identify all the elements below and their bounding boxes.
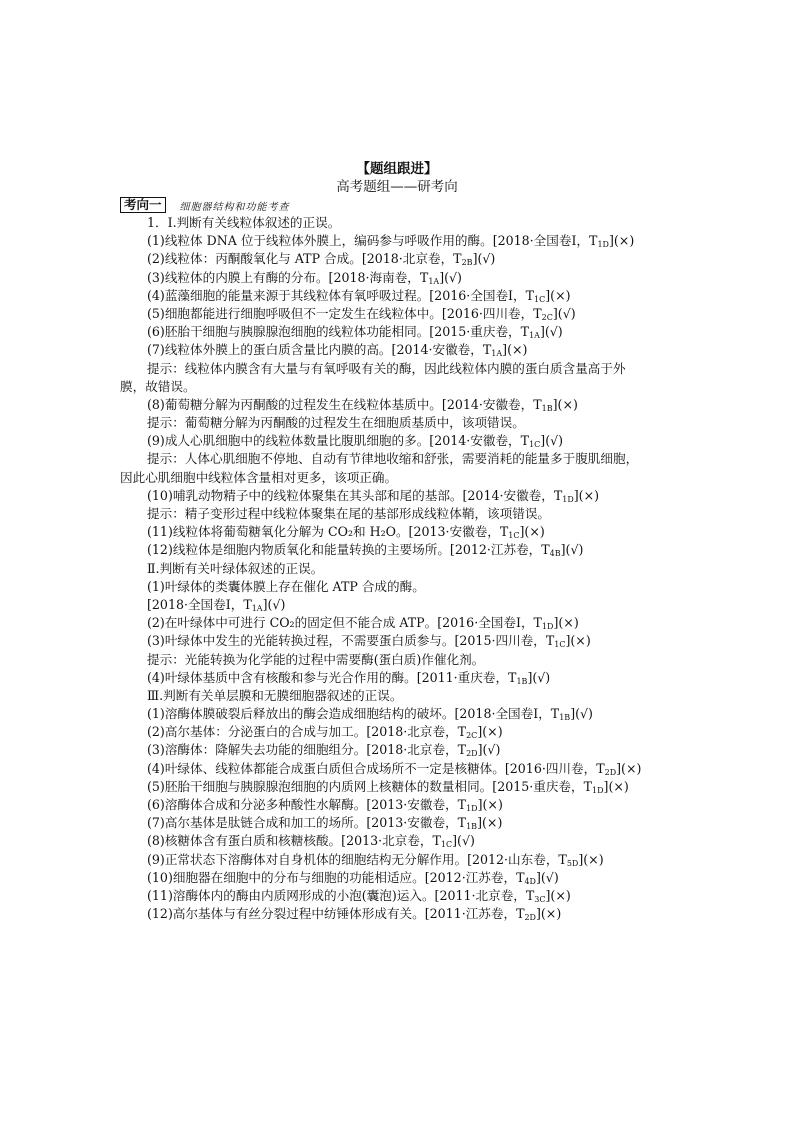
answer-mark: ](√) bbox=[540, 433, 564, 449]
text-line bbox=[120, 414, 680, 432]
text-line bbox=[120, 287, 680, 305]
text-line bbox=[120, 705, 680, 723]
text-line bbox=[120, 250, 680, 268]
text-line bbox=[120, 560, 680, 578]
answer-mark: ](×) bbox=[553, 615, 579, 631]
line-text: 膜，故错误。 bbox=[120, 378, 196, 394]
line-text: (7)高尔基体是肽链合成和加工的场所。[2013·安徽卷，T bbox=[147, 815, 467, 831]
citation-subscript: 2D bbox=[604, 767, 617, 777]
line-text: (10)哺乳动物精子中的线粒体聚集在其头部和尾的基部。[2014·安徽卷，T bbox=[147, 487, 563, 503]
answer-mark: ](√) bbox=[560, 542, 584, 558]
answer-mark: ](×) bbox=[545, 887, 571, 903]
citation-subscript: 3C bbox=[534, 894, 546, 904]
answer-mark: ](√) bbox=[535, 869, 559, 885]
line-text: (3)线粒体的内膜上有酶的分布。[2018·海南卷，T bbox=[147, 269, 429, 285]
citation-subscript: 1A bbox=[529, 331, 540, 341]
text-line bbox=[120, 887, 680, 905]
line-text: (8)葡萄糖分解为丙酮酸的过程发生在线粒体基质中。[2014·安徽卷，T bbox=[147, 396, 542, 412]
citation-subscript: 1D bbox=[562, 494, 574, 504]
text-line bbox=[120, 269, 680, 287]
text-line bbox=[120, 450, 680, 468]
text-line bbox=[120, 487, 680, 505]
answer-mark: ](√) bbox=[439, 269, 462, 285]
citation-subscript: 1A bbox=[491, 349, 503, 359]
line-text: (5)胚胎干细胞与胰腺腺泡细胞的内质网上核糖体的数量相同。[2015·重庆卷，T bbox=[147, 778, 593, 794]
answer-mark: ](×) bbox=[535, 906, 562, 922]
line-text: Ⅱ.判断有关叶绿体叙述的正误。 bbox=[147, 560, 324, 576]
line-text: (8)核糖体含有蛋白质和核糖核酸。[2013·北京卷，T bbox=[147, 833, 441, 849]
citation-subscript: 2C bbox=[541, 312, 553, 322]
line-text: (3)叶绿体中发生的光能转换过程，不需要蛋白质参与。[2015·四川卷，T bbox=[147, 633, 555, 649]
line-text: (4)叶绿体、线粒体都能合成蛋白质但合成场所不一定是核糖体。[2016·四川卷，T bbox=[147, 760, 605, 776]
line-text: (1)溶酶体膜破裂后释放出的酶会造成细胞结构的破坏。[2018·全国卷Ⅰ，T bbox=[147, 706, 560, 722]
text-line bbox=[120, 578, 680, 596]
text-line bbox=[120, 814, 680, 832]
citation-subscript: 1C bbox=[508, 531, 520, 541]
text-line bbox=[120, 523, 680, 541]
text-line bbox=[120, 723, 680, 741]
text-line bbox=[120, 323, 680, 341]
line-text: (4)叶绿体基质中含有核酸和参与光合作用的酶。[2011·重庆卷，T bbox=[147, 669, 517, 685]
text-line bbox=[120, 396, 680, 414]
line-text: (12)线粒体是细胞内物质氧化和能量转换的主要场所。[2012·江苏卷，T bbox=[147, 542, 550, 558]
text-line bbox=[120, 869, 680, 887]
text-line bbox=[120, 305, 680, 323]
kaoxiang-label: 考向一 bbox=[120, 197, 166, 213]
answer-mark: ](√) bbox=[262, 596, 286, 612]
answer-mark: ](√) bbox=[452, 833, 475, 849]
line-text: (9)成人心肌细胞中的线粒体数量比腹肌细胞的多。[2014·安徽卷，T bbox=[147, 433, 530, 449]
line-text: (4)蓝藻细胞的能量来源于其线粒体有氧呼吸过程。[2016·全国卷Ⅰ，T bbox=[147, 287, 535, 303]
line-text: (12)高尔基体与有丝分裂过程中纺锤体形成有关。[2011·江苏卷，T bbox=[147, 906, 525, 922]
answer-mark: ](×) bbox=[545, 287, 571, 303]
answer-mark: ](×) bbox=[616, 760, 642, 776]
line-text: (1)叶绿体的类囊体膜上存在催化 ATP 合成的酶。 bbox=[147, 578, 425, 594]
citation-subscript: 1B bbox=[466, 822, 478, 832]
answer-mark: ](×) bbox=[477, 797, 503, 812]
citation-subscript: 4B bbox=[549, 549, 561, 559]
answer-mark: ](×) bbox=[573, 487, 600, 503]
kaoxiang-heading bbox=[120, 196, 290, 214]
citation-subscript: 1B bbox=[541, 403, 553, 413]
citation-subscript: 1A bbox=[428, 276, 440, 286]
text-line bbox=[120, 669, 680, 687]
citation-subscript: 4D bbox=[524, 876, 536, 886]
line-text: 提示：葡萄糖分解为丙酮酸的过程发生在细胞质基质中，该项错误。 bbox=[147, 415, 525, 431]
kaoxiang-title: 细胞器结构和功能考查 bbox=[179, 201, 290, 213]
section-title: 【题组跟进】 bbox=[356, 161, 438, 177]
citation-subscript: 2D bbox=[466, 749, 478, 759]
answer-mark: ](×) bbox=[502, 342, 528, 358]
line-text: (11)溶酶体内的酶由内质网形成的小泡(囊泡)运入。[2011·北京卷，T bbox=[147, 887, 535, 903]
citation-subscript: 1A bbox=[251, 603, 263, 613]
line-text: (6)胚胎干细胞与胰腺腺泡细胞的线粒体功能相同。[2015·重庆卷，T bbox=[147, 324, 530, 340]
citation-subscript: 2D bbox=[524, 913, 536, 923]
text-line bbox=[120, 541, 680, 559]
line-text: (9)正常状态下溶酶体对自身机体的细胞结构无分解作用。[2012·山东卷，T bbox=[147, 851, 567, 867]
answer-mark: ](×) bbox=[477, 724, 503, 740]
line-text: 提示：精子变形过程中线粒体聚集在尾的基部形成线粒体鞘，该项错误。 bbox=[147, 506, 550, 521]
citation-subscript: 1D bbox=[466, 804, 478, 813]
citation-subscript: 2C bbox=[466, 731, 478, 741]
answer-mark: ](√) bbox=[539, 324, 563, 340]
line-text: (7)线粒体外膜上的蛋白质含量比内膜的高。[2014·安徽卷，T bbox=[147, 342, 492, 358]
question-list bbox=[120, 214, 680, 923]
text-line bbox=[120, 796, 680, 814]
line-text: (6)溶酶体合成和分泌多种酸性水解酶。[2013·安徽卷，T bbox=[147, 797, 467, 812]
text-line bbox=[120, 360, 680, 378]
line-text: 提示：光能转换为化学能的过程中需要酶(蛋白质)作催化剂。 bbox=[147, 651, 485, 667]
answer-mark: ](√) bbox=[477, 742, 501, 758]
citation-subscript: 1D bbox=[592, 785, 604, 795]
text-line bbox=[120, 905, 680, 923]
citation-subscript: 1B bbox=[516, 676, 528, 686]
line-text: Ⅲ.判断有关单层膜和无膜细胞器叙述的正误。 bbox=[147, 687, 403, 703]
citation-subscript: 5D bbox=[566, 858, 579, 868]
section-subtitle: 高考题组——研考向 bbox=[336, 179, 458, 195]
citation-subscript: 1C bbox=[440, 840, 453, 850]
line-text: 因此心肌细胞中线粒体含量相对更多，该项正确。 bbox=[120, 469, 398, 485]
text-line bbox=[120, 469, 680, 487]
text-line bbox=[120, 778, 680, 796]
line-text: 提示：人体心肌细胞不停地、自动有节律地收缩和舒张，需要消耗的能量多于腹肌细胞， bbox=[147, 451, 639, 467]
line-text: (2)在叶绿体中可进行 CO₂的固定但不能合成 ATP。[2016·全国卷Ⅰ，T bbox=[147, 615, 542, 631]
citation-subscript: 1D bbox=[541, 622, 554, 632]
text-line bbox=[120, 651, 680, 669]
answer-mark: ](√) bbox=[527, 669, 551, 685]
line-text: (2)高尔基体：分泌蛋白的合成与加工。[2018·北京卷，T bbox=[147, 724, 467, 740]
text-line bbox=[120, 614, 680, 632]
text-line bbox=[120, 505, 680, 523]
citation-subscript: 2B bbox=[461, 258, 473, 268]
citation-subscript: 1C bbox=[554, 640, 566, 650]
line-text: (10)细胞器在细胞中的分布与细胞的功能相适应。[2012·江苏卷，T bbox=[147, 869, 525, 885]
line-text: 1．Ⅰ.判断有关线粒体叙述的正误。 bbox=[147, 215, 341, 230]
text-line bbox=[120, 832, 680, 850]
line-text: 提示：线粒体内膜含有大量与有氧呼吸有关的酶，因此线粒体内膜的蛋白质含量高于外 bbox=[147, 360, 626, 376]
citation-subscript: 1C bbox=[534, 294, 546, 304]
citation-subscript: 1C bbox=[529, 440, 541, 450]
answer-mark: ](×) bbox=[578, 851, 604, 867]
text-line bbox=[120, 741, 680, 759]
answer-mark: ](√) bbox=[570, 706, 593, 722]
citation-subscript: 1D bbox=[597, 240, 609, 250]
answer-mark: ](×) bbox=[552, 396, 578, 412]
text-line bbox=[120, 632, 680, 650]
answer-mark: ](×) bbox=[477, 815, 503, 831]
answer-mark: ](×) bbox=[519, 524, 545, 540]
text-line bbox=[120, 341, 680, 359]
line-text: (11)线粒体将葡萄糖氧化分解为 CO₂和 H₂O。[2013·安徽卷，T bbox=[147, 524, 509, 540]
answer-mark: ](√) bbox=[552, 305, 576, 321]
answer-mark: ](×) bbox=[603, 778, 629, 794]
text-line bbox=[120, 851, 680, 869]
line-text: (1)线粒体 DNA 位于线粒体外膜上，编码参与呼吸作用的酶。[2018·全国卷Ⅰ，T bbox=[147, 233, 598, 249]
line-text: (2)线粒体：丙酮酸氧化与 ATP 合成。[2018·北京卷，T bbox=[147, 251, 462, 267]
answer-mark: ](√) bbox=[472, 251, 496, 267]
text-line bbox=[120, 232, 680, 250]
text-line bbox=[120, 378, 680, 396]
line-text: [2018·全国卷Ⅰ，T bbox=[147, 596, 252, 612]
text-line bbox=[120, 596, 680, 614]
line-text: (3)溶酶体：降解失去功能的细胞组分。[2018·北京卷，T bbox=[147, 742, 467, 758]
citation-subscript: 1B bbox=[559, 713, 571, 723]
answer-mark: ](×) bbox=[608, 233, 635, 249]
text-line bbox=[120, 687, 680, 705]
text-line bbox=[120, 432, 680, 450]
text-line bbox=[120, 760, 680, 778]
line-text: (5)细胞都能进行细胞呼吸但不一定发生在线粒体中。[2016·四川卷，T bbox=[147, 305, 542, 321]
text-line bbox=[120, 214, 680, 232]
answer-mark: ](×) bbox=[565, 633, 591, 649]
